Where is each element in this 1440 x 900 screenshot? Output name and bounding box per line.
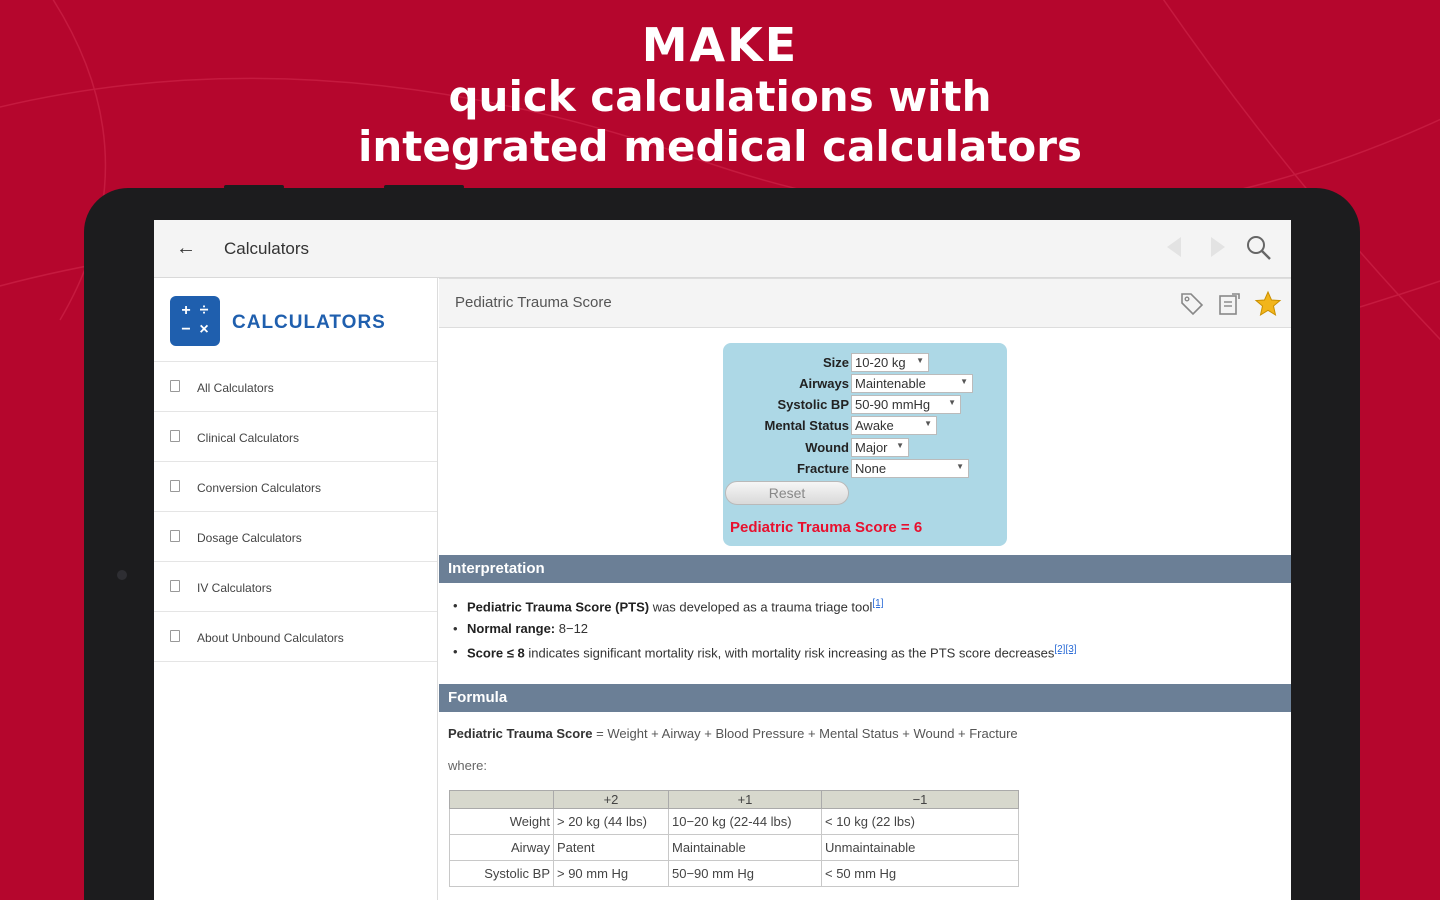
sidebar-item-dosage-calculators[interactable] [154, 512, 437, 562]
tablet-button [224, 185, 284, 189]
tag-icon[interactable] [1179, 291, 1205, 322]
toolbar-title: Calculators [224, 239, 310, 258]
field-wound [723, 438, 1007, 458]
back-arrow-icon[interactable]: ← [176, 237, 196, 259]
promo-line-2: quick calculations with [448, 72, 992, 121]
table-row [450, 861, 1019, 887]
sidebar-item-conversion-calculators[interactable] [154, 462, 437, 512]
field-systolic-bp [723, 395, 1007, 415]
sidebar-item-label: Dosage Calculators [197, 531, 302, 545]
bullet-bold: Pediatric Trauma Score (PTS) [467, 599, 650, 615]
promo-line-1: MAKE [641, 18, 799, 72]
bullet-bold: Score ≤ 8 [467, 645, 525, 661]
field-label: Mental Status [764, 418, 849, 433]
reset-button[interactable]: Reset [725, 481, 849, 505]
list-item [453, 621, 1077, 644]
table-header: +2 [554, 791, 669, 809]
formula-heading: Formula [439, 684, 1291, 712]
calculator-title: Pediatric Trauma Score [455, 294, 612, 311]
mental-status-select[interactable] [851, 416, 937, 435]
document-icon [170, 630, 180, 642]
table-cell: Unmaintainable [822, 835, 1019, 861]
sidebar-item-iv-calculators[interactable] [154, 562, 437, 612]
content-header [439, 278, 1291, 328]
document-icon [170, 430, 180, 442]
table-cell: > 20 kg (44 lbs) [554, 809, 669, 835]
dropdown-arrow-icon: ▼ [916, 356, 924, 365]
field-label: Systolic BP [777, 397, 849, 412]
interpretation-list [453, 598, 1077, 667]
list-item [453, 644, 1077, 667]
select-value: Awake [855, 418, 894, 433]
sidebar-item-label: About Unbound Calculators [197, 631, 344, 645]
plus-symbol: + [181, 302, 191, 319]
next-arrow-icon[interactable] [1211, 237, 1225, 257]
reference-link[interactable]: [1] [872, 598, 884, 609]
table-cell: < 50 mm Hg [822, 861, 1019, 887]
sidebar-item-clinical-calculators[interactable] [154, 412, 437, 462]
table-header: −1 [822, 791, 1019, 809]
dropdown-arrow-icon: ▼ [924, 419, 932, 428]
document-icon [170, 380, 180, 392]
sidebar-item-label: IV Calculators [197, 581, 272, 595]
select-value: None [855, 461, 887, 476]
field-mental-status [723, 416, 1007, 436]
sidebar [154, 278, 438, 900]
list-item [453, 598, 1077, 621]
table-cell: Weight [450, 809, 554, 835]
systolic-bp-select[interactable] [851, 395, 961, 414]
bullet-text: indicates significant mortality risk, with mortality risk increasing as the PTS score decreases [524, 645, 1055, 661]
field-fracture [723, 459, 1007, 479]
wound-select[interactable] [851, 438, 909, 457]
sidebar-item-label: Clinical Calculators [197, 431, 300, 445]
table-cell: Patent [554, 835, 669, 861]
search-icon[interactable] [1245, 234, 1273, 267]
score-table [449, 790, 1019, 887]
dropdown-arrow-icon: ▼ [960, 377, 968, 386]
table-row [450, 835, 1019, 861]
airways-select[interactable] [851, 374, 973, 393]
field-size [723, 353, 1007, 373]
calculator-form [723, 343, 1007, 546]
dropdown-arrow-icon: ▼ [896, 441, 904, 450]
promo-headline [0, 18, 1440, 172]
note-icon[interactable] [1216, 291, 1242, 322]
table-cell: Systolic BP [450, 861, 554, 887]
score-result: Pediatric Trauma Score = 6 [730, 519, 923, 536]
multiply-symbol: × [199, 321, 209, 338]
star-icon[interactable] [1254, 290, 1282, 323]
fracture-select[interactable] [851, 459, 969, 478]
field-airways [723, 374, 1007, 394]
app-toolbar [154, 220, 1291, 278]
table-cell: 50−90 mm Hg [669, 861, 822, 887]
brand-name: CALCULATORS [232, 312, 386, 333]
divide-symbol: ÷ [199, 302, 209, 319]
field-label: Airways [799, 376, 849, 391]
formula-body: = Weight + Airway + Blood Pressure + Mental Status + Wound + Fracture [592, 726, 1018, 741]
table-header: +1 [669, 791, 822, 809]
table-row [450, 809, 1019, 835]
bullet-text: 8−12 [555, 621, 589, 636]
table-cell: Maintainable [669, 835, 822, 861]
sidebar-item-label: Conversion Calculators [197, 481, 322, 495]
document-icon [170, 580, 180, 592]
formula-bold: Pediatric Trauma Score [448, 726, 593, 741]
size-select[interactable] [851, 353, 929, 372]
select-value: 10-20 kg [855, 355, 906, 370]
field-label: Size [822, 355, 849, 370]
interpretation-heading: Interpretation [439, 555, 1291, 583]
table-cell: < 10 kg (22 lbs) [822, 809, 1019, 835]
document-icon [170, 480, 180, 492]
sidebar-brand [154, 278, 437, 362]
formula-text [448, 726, 1018, 741]
bullet-bold: Normal range: [467, 621, 556, 636]
dropdown-arrow-icon: ▼ [948, 398, 956, 407]
dropdown-arrow-icon: ▼ [956, 462, 964, 471]
camera-icon [117, 570, 127, 580]
table-header-row [450, 791, 1019, 809]
where-label: where: [448, 758, 488, 773]
tablet-button [384, 185, 464, 189]
select-value: Maintenable [855, 376, 926, 391]
table-cell: 10−20 kg (22-44 lbs) [669, 809, 822, 835]
minus-symbol: − [181, 321, 191, 338]
field-label: Wound [805, 440, 849, 455]
calculator-logo-icon [170, 296, 220, 346]
sidebar-item-about[interactable] [154, 612, 437, 662]
select-value: Major [855, 440, 888, 455]
promo-line-3: integrated medical calculators [357, 122, 1082, 171]
table-cell: > 90 mm Hg [554, 861, 669, 887]
prev-arrow-icon[interactable] [1167, 237, 1181, 257]
reference-link[interactable]: [2][3] [1054, 644, 1077, 655]
select-value: 50-90 mmHg [855, 397, 931, 412]
sidebar-item-label: All Calculators [197, 381, 274, 395]
sidebar-item-all-calculators[interactable] [154, 362, 437, 412]
document-icon [170, 530, 180, 542]
table-cell: Airway [450, 835, 554, 861]
calculator-content [439, 278, 1291, 900]
field-label: Fracture [796, 461, 849, 476]
bullet-text: was developed as a trauma triage tool [649, 599, 873, 615]
app-screen [154, 220, 1291, 900]
table-header [450, 791, 554, 809]
